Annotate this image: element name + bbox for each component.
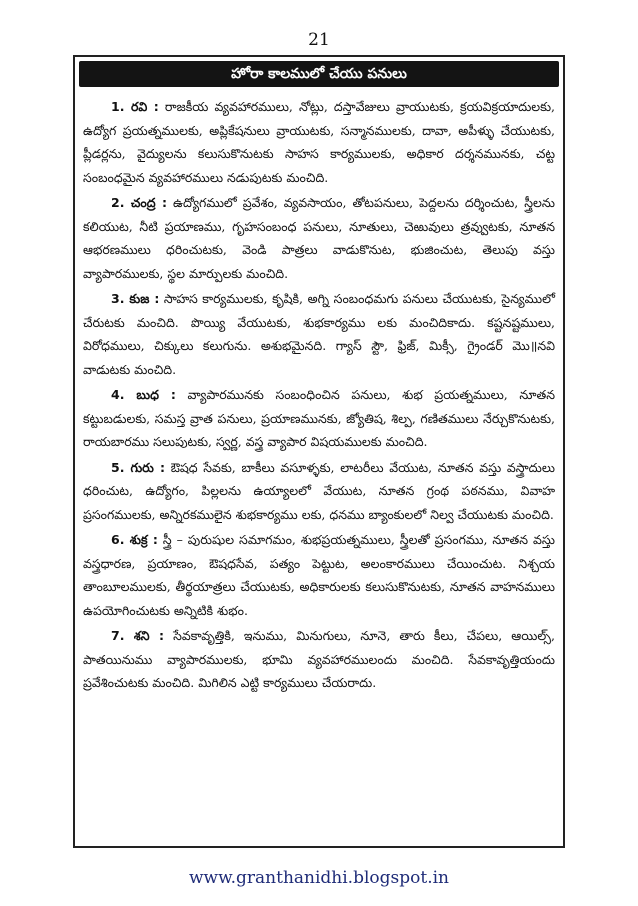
footer-url: www.granthanidhi.blogspot.in	[188, 868, 449, 888]
paragraph-shukra	[83, 528, 555, 622]
paragraph-ravi	[83, 95, 555, 189]
paragraph-heading: 7. శని :	[111, 628, 165, 643]
paragraph-heading: 1. రవి :	[111, 99, 159, 114]
paragraph-kuja	[83, 287, 555, 381]
paragraph-shani	[83, 624, 555, 695]
paragraph-text: రాజకీయ వ్యవహారములు, నోట్లు, దస్తావేజులు వ్రాయుటకు, క్రయవిక్రయాదులకు, ఉద్యోగ ప్రయత్నములకు, అప్లికేషనులు వ్రాయుటకు, సన్మానములకు, దావా, అపీళ్ళు చేయుటకు, ప్లీడర్లను, వైద్యులను కలుసుకొనుటకు సాహస కార్యములకు, అధికార దర్శనమునకు, చట్ట సంబంధమైన వ్యవహారములు నడుపుటకు మంచిది.	[83, 99, 555, 185]
paragraph-text: వ్యాపారమునకు సంబంధించిన పనులు, శుభ ప్రయత్నములు, నూతన కట్టుబడులకు, సమస్త వ్రాత పనులు, ప్రయాణమునకు, జ్యోతిష, శిల్ప, గణితములు నేర్చుకొనుటకు, రాయబారము సలుపుటకు, స్వర్ణ, వస్త్ర వ్యాపార విషయములకు మంచిది.	[83, 387, 555, 449]
paragraph-heading: 4. బుధ :	[111, 387, 176, 402]
paragraph-budha	[83, 383, 555, 454]
paragraph-chandra	[83, 191, 555, 285]
paragraph-heading: 3. కుజ :	[111, 291, 160, 306]
paragraph-text: సాహస కార్యములకు, కృషికి, అగ్ని సంబంధమగు పనులు చేయుటకు, సైన్యములో చేరుటకు మంచిది. పొయ్యి వేయుటకు, శుభకార్యము లకు మంచిదికాదు. కష్టనష్టములు, విరోధములు, చిక్కులు కలుగును. అశుభమైనది. గ్యాస్ స్టౌ, ఫ్రిజ్, మిక్సీ, గ్రైండర్ మొ॥నవి వాడుటకు మంచిది.	[83, 291, 555, 377]
paragraph-text: సేవకావృత్తికి, ఇనుము, మినుగులు, నూనె, తారు కీలు, చేపలు, ఆయిల్స్, పాతయినుము వ్యాపారములకు, భూమి వ్యవహారములందు మంచిది. సేవకావృత్తియందు ప్రవేశించుటకు మంచిది. మిగిలిన ఎట్టి కార్యములు చేయరాదు.	[83, 628, 555, 690]
paragraph-text: ఔషధ సేవకు, బాకీలు వసూళ్ళకు, లాటరీలు వేయుట, నూతన వస్తు వస్త్రాదులు ధరించుట, ఉద్యోగం, పిల్లలను ఉయ్యాలలో వేయుట, నూతన గ్రంథ పఠనము, వివాహ ప్రసంగములకు, అన్నిరకములైన శుభకార్యము లకు, ధనము బ్యాంకులలో నిల్వ చేయుటకు మంచిది.	[83, 459, 556, 522]
paragraph-heading: 5. గురు :	[111, 459, 165, 475]
paragraph-text: ఉద్యోగములో ప్రవేశం, వ్యవసాయం, తోటపనులు, పెద్దలను దర్శించుట, స్త్రీలను కలియుట, నీటి ప్రయాణము, గృహసంబంధ పనులు, నూతులు, చెఱువులు త్రవ్వుటకు, నూతన ఆభరణములు ధరించుటకు, వెండి పాత్రలు వాడుకొనుట, భుజించుట, తెలుపు వస్తు వ్యాపారములకు, స్థల మార్పులకు మంచిది.	[83, 195, 556, 281]
page-number: 21	[308, 30, 330, 50]
paragraph-heading: 2. చంద్ర :	[111, 195, 167, 210]
paragraph-guru	[83, 456, 555, 527]
content-body	[75, 87, 563, 695]
paragraph-text: స్త్రీ – పురుషుల సమాగమం, శుభప్రయత్నములు, స్త్రీలతో ప్రసంగము, నూతన వస్తు వస్త్రధారణ, ప్రయాణం, ఔషధసేవ, పత్యం పెట్టుట, అలంకారములు చేయించుట. నిశ్చయ తాంబూలములకు, తీర్థయాత్రలు చేయుటకు, అధికారులకు కలుసుకొనుటకు, నూతన వాహనములు ఉపయోగించుటకు అన్నిటికి శుభం.	[83, 532, 555, 618]
content-frame	[73, 55, 565, 848]
section-title: హోరా కాలములో చేయు పనులు	[79, 61, 559, 87]
paragraph-heading: 6. శుక్ర :	[111, 532, 158, 547]
